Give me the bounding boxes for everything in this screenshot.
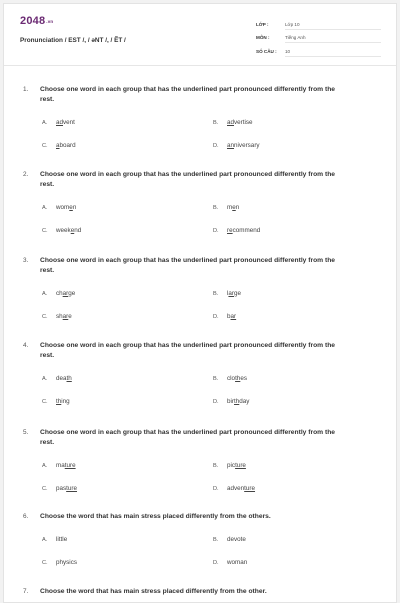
answer-option[interactable] [213, 119, 253, 126]
answer-option[interactable] [213, 375, 247, 382]
option-letter: D. [213, 143, 219, 149]
option-letter: A. [42, 463, 48, 469]
option-letter: A. [42, 537, 48, 543]
question-number: 6. [23, 513, 29, 520]
option-word: weekend [56, 227, 82, 234]
option-word: birthday [227, 398, 250, 405]
option-word: anniversary [227, 142, 260, 149]
option-letter: C. [42, 560, 48, 566]
answer-option[interactable] [213, 290, 241, 297]
option-word: picture [227, 462, 246, 469]
question-text: Choose one word in each group that has the underlined part pronounced differently from the rest. [40, 171, 336, 188]
answer-option[interactable] [42, 142, 76, 149]
answer-option[interactable] [213, 536, 246, 543]
option-letter: B. [213, 205, 219, 211]
meta-value: 10 [285, 49, 381, 57]
meta-value: Lớp 10 [285, 22, 381, 30]
question-number: 3. [23, 257, 29, 264]
option-letter: D. [213, 228, 219, 234]
answer-option[interactable] [213, 227, 260, 234]
option-word: large [227, 290, 242, 297]
answer-option[interactable] [42, 204, 76, 211]
answer-option[interactable] [213, 485, 255, 492]
page-title: Pronunciation / EST /, / əNT /, / ẼT / [20, 37, 126, 44]
option-word: mature [56, 462, 76, 469]
option-letter: B. [213, 537, 219, 543]
question-number: 2. [23, 171, 29, 178]
option-word: pasture [56, 485, 78, 492]
answer-option[interactable] [42, 398, 70, 405]
option-letter: C. [42, 399, 48, 405]
option-letter: D. [213, 314, 219, 320]
option-word: adventure [227, 485, 256, 492]
meta-value: Tiếng Anh [285, 35, 381, 43]
option-letter: C. [42, 228, 48, 234]
worksheet [3, 3, 397, 603]
question-text: Choose one word in each group that has the underlined part pronounced differently from the rest. [40, 86, 336, 103]
option-word: recommend [227, 227, 261, 234]
answer-option[interactable] [42, 462, 76, 469]
answer-option[interactable] [42, 290, 75, 297]
option-letter: A. [42, 120, 48, 126]
option-letter: A. [42, 376, 48, 382]
option-word: advertise [227, 119, 253, 126]
option-letter: C. [42, 314, 48, 320]
option-word: charge [56, 290, 76, 297]
question-number: 7. [23, 588, 29, 595]
question-text: Choose the word that has main stress placed differently from the other. [40, 588, 267, 595]
option-word: advent [56, 119, 75, 126]
option-word: physics [56, 559, 77, 566]
option-letter: B. [213, 463, 219, 469]
answer-option[interactable] [213, 559, 247, 566]
option-word: men [227, 204, 240, 211]
answer-option[interactable] [42, 485, 77, 492]
option-word: share [56, 313, 72, 320]
option-letter: D. [213, 399, 219, 405]
answer-option[interactable] [42, 559, 77, 566]
logo[interactable]: $2048^{.vn}$ [20, 15, 54, 27]
option-letter: B. [213, 120, 219, 126]
answer-option[interactable] [42, 227, 81, 234]
option-letter: C. [42, 486, 48, 492]
option-letter: D. [213, 486, 219, 492]
question-text: Choose one word in each group that has the underlined part pronounced differently from the rest. [40, 342, 336, 359]
question-text: Choose one word in each group that has the underlined part pronounced differently from the rest. [40, 429, 336, 446]
meta-label: LỚP : [256, 22, 269, 27]
question-number: 4. [23, 342, 29, 349]
question-number: 5. [23, 429, 29, 436]
answer-option[interactable] [42, 119, 75, 126]
option-letter: A. [42, 291, 48, 297]
answer-option[interactable] [42, 536, 67, 543]
option-word: devote [227, 536, 246, 543]
question-number: 1. [23, 86, 29, 93]
question-text: Choose the word that has main stress placed differently from the others. [40, 513, 271, 520]
option-word: little [56, 536, 68, 543]
meta-label: MÔN : [256, 35, 270, 40]
option-letter: A. [42, 205, 48, 211]
option-letter: C. [42, 143, 48, 149]
header [4, 4, 396, 66]
option-word: bar [227, 313, 237, 320]
option-word: aboard [56, 142, 76, 149]
answer-option[interactable] [42, 375, 72, 382]
answer-option[interactable] [213, 204, 239, 211]
option-letter: B. [213, 291, 219, 297]
option-word: death [56, 375, 72, 382]
option-letter: D. [213, 560, 219, 566]
answer-option[interactable] [213, 462, 246, 469]
option-word: women [56, 204, 77, 211]
answer-option[interactable] [42, 313, 72, 320]
answer-option[interactable] [213, 398, 249, 405]
answer-option[interactable] [213, 313, 236, 320]
answer-option[interactable] [213, 142, 260, 149]
meta-label: SỐ CÂU : [256, 49, 277, 54]
option-word: thing [56, 398, 70, 405]
option-word: clothes [227, 375, 247, 382]
option-word: woman [227, 559, 248, 566]
option-letter: B. [213, 376, 219, 382]
question-text: Choose one word in each group that has the underlined part pronounced differently from the rest. [40, 257, 336, 274]
